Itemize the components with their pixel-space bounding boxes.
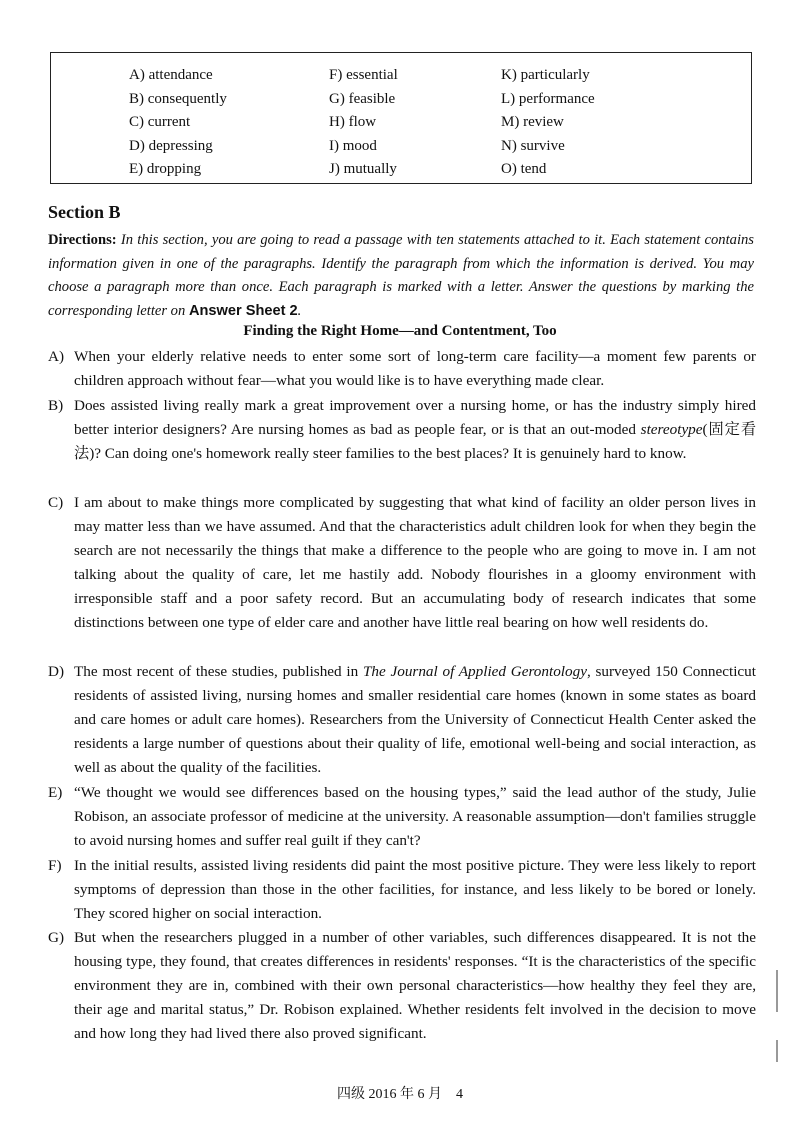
paragraph-letter: C)	[48, 494, 64, 511]
chinese-gloss: (固定看法)	[74, 421, 757, 463]
paragraph-text-part: Does assisted living really mark a great improvement over a nursing home, or has the industry simply hired better interior designers? Are nursing homes as bad as people fear, or is that an out-moded	[74, 397, 756, 439]
directions	[48, 229, 754, 323]
margin-mark	[776, 970, 778, 1012]
margin-mark	[776, 1040, 778, 1062]
word-option: K) particularly	[501, 67, 590, 83]
section-title: Section B	[48, 202, 121, 222]
paragraph-text-part: The most recent of these studies, published in	[74, 663, 359, 680]
paragraph-letter: G)	[48, 929, 65, 946]
paragraph-b	[48, 394, 756, 466]
word-bank-column-2	[329, 65, 398, 183]
answer-sheet-label: Answer Sheet 2	[188, 302, 298, 319]
paragraph-f	[48, 854, 756, 926]
paragraph-letter: E)	[48, 784, 63, 801]
page-footer: 四级 2016 年 6 月 4	[337, 1087, 463, 1102]
word-option: I) mood	[329, 137, 377, 154]
word-option: J) mutually	[329, 161, 397, 178]
paragraph-letter: A)	[48, 348, 65, 365]
paragraph-a	[48, 345, 756, 393]
word-option: A) attendance	[129, 67, 213, 83]
paragraph-text: I am about to make things more complicated by suggesting that what kind of facility an older person lives in may matter less than we have assumed. And that the characteristics adult children look for when they begin the search are not necessarily the things that make a difference to the people who are going to move in. I am not talking about the quality of care, let me hastily add. Nobody flourishes in a gloomy environment with irresponsible staff and a poor safety record. But an accumulating body of research indicates that some distinctions between one type of elder care and another have little real bearing on how well residents do.	[74, 494, 756, 632]
word-option: O) tend	[501, 161, 547, 178]
word-bank	[50, 52, 752, 184]
paragraph-text: But when the researchers plugged in a number of other variables, such differences disappeared. It is not the housing type, they found, that creates differences in residents' responses. “It is the characteristics of the specific environment they are in, combined with their own personal characteristics—how healthy they feel they are, their age and marital status,” Dr. Robison explained. Whether residents felt involved in the decision to move and how long they had lived there also proved significant.	[74, 929, 756, 1043]
word-bank-column-1	[129, 65, 227, 183]
word-option: H) flow	[329, 114, 377, 131]
paragraph-e	[48, 781, 756, 853]
word-option: L) performance	[501, 90, 595, 107]
directions-label: Directions:	[48, 232, 117, 248]
paragraph-text	[74, 394, 756, 466]
word-option: G) feasible	[329, 90, 396, 107]
word-bank-column-3	[501, 65, 595, 183]
paragraph-text: When your elderly relative needs to enter some sort of long-term care facility—a moment few parents or children approach without fear—what you would like is to have everything made clear.	[74, 348, 756, 390]
word-option: B) consequently	[129, 90, 227, 107]
paragraph-text: “We thought we would see differences based on the housing types,” said the lead author of the study, Julie Robison, an associate professor of medicine at the university. A reasonable assumption—don't families struggle to avoid nursing homes and suffer real guilt if they can't?	[74, 784, 756, 850]
paragraph-text-part: ? Can doing one's homework really steer families to the best places? It is genuinely hard to know.	[94, 445, 687, 463]
paragraph-text-part: , surveyed 150 Connecticut residents of assisted living, nursing homes and smaller residential care homes (known in some states as board and care homes or adult care homes). Researchers from the University of Connecticut Health Center asked the residents a large number of questions about their quality of life, emotional well-being and social interaction, as well as about the quality of the facilities.	[74, 663, 756, 777]
word-option: F) essential	[329, 67, 398, 83]
paragraph-g	[48, 926, 756, 1046]
paragraph-letter: F)	[48, 857, 62, 874]
word-option: N) survive	[501, 137, 565, 154]
paragraph-d	[48, 660, 756, 780]
directions-end: .	[297, 302, 302, 319]
paragraph-c	[48, 491, 756, 636]
paragraph-letter: D)	[48, 663, 65, 680]
journal-title: The Journal of Applied Gerontology	[362, 663, 587, 680]
passage-title: Finding the Right Home—and Contentment, Too	[243, 323, 557, 339]
stereotype-term: stereotype	[640, 421, 703, 439]
word-option: E) dropping	[129, 161, 202, 178]
paragraph-letter: B)	[48, 397, 64, 414]
directions-text: In this section, you are going to read a passage with ten statements attached to it. Each statement contains information given in one of the paragraphs. Identify the paragraph from which the information is derived. You may choose a paragraph more than once. Each paragraph is marked with a letter. Answer the questions by marking the corresponding letter on	[48, 232, 754, 319]
paragraph-text	[74, 660, 756, 780]
word-option: M) review	[501, 114, 564, 131]
word-option: C) current	[129, 114, 191, 131]
paragraph-text: In the initial results, assisted living residents did paint the most positive picture. They were less likely to report symptoms of depression than those in the other facilities, for instance, and less likely to be bored or lonely. They scored higher on social interaction.	[74, 857, 756, 923]
word-option: D) depressing	[129, 137, 213, 154]
